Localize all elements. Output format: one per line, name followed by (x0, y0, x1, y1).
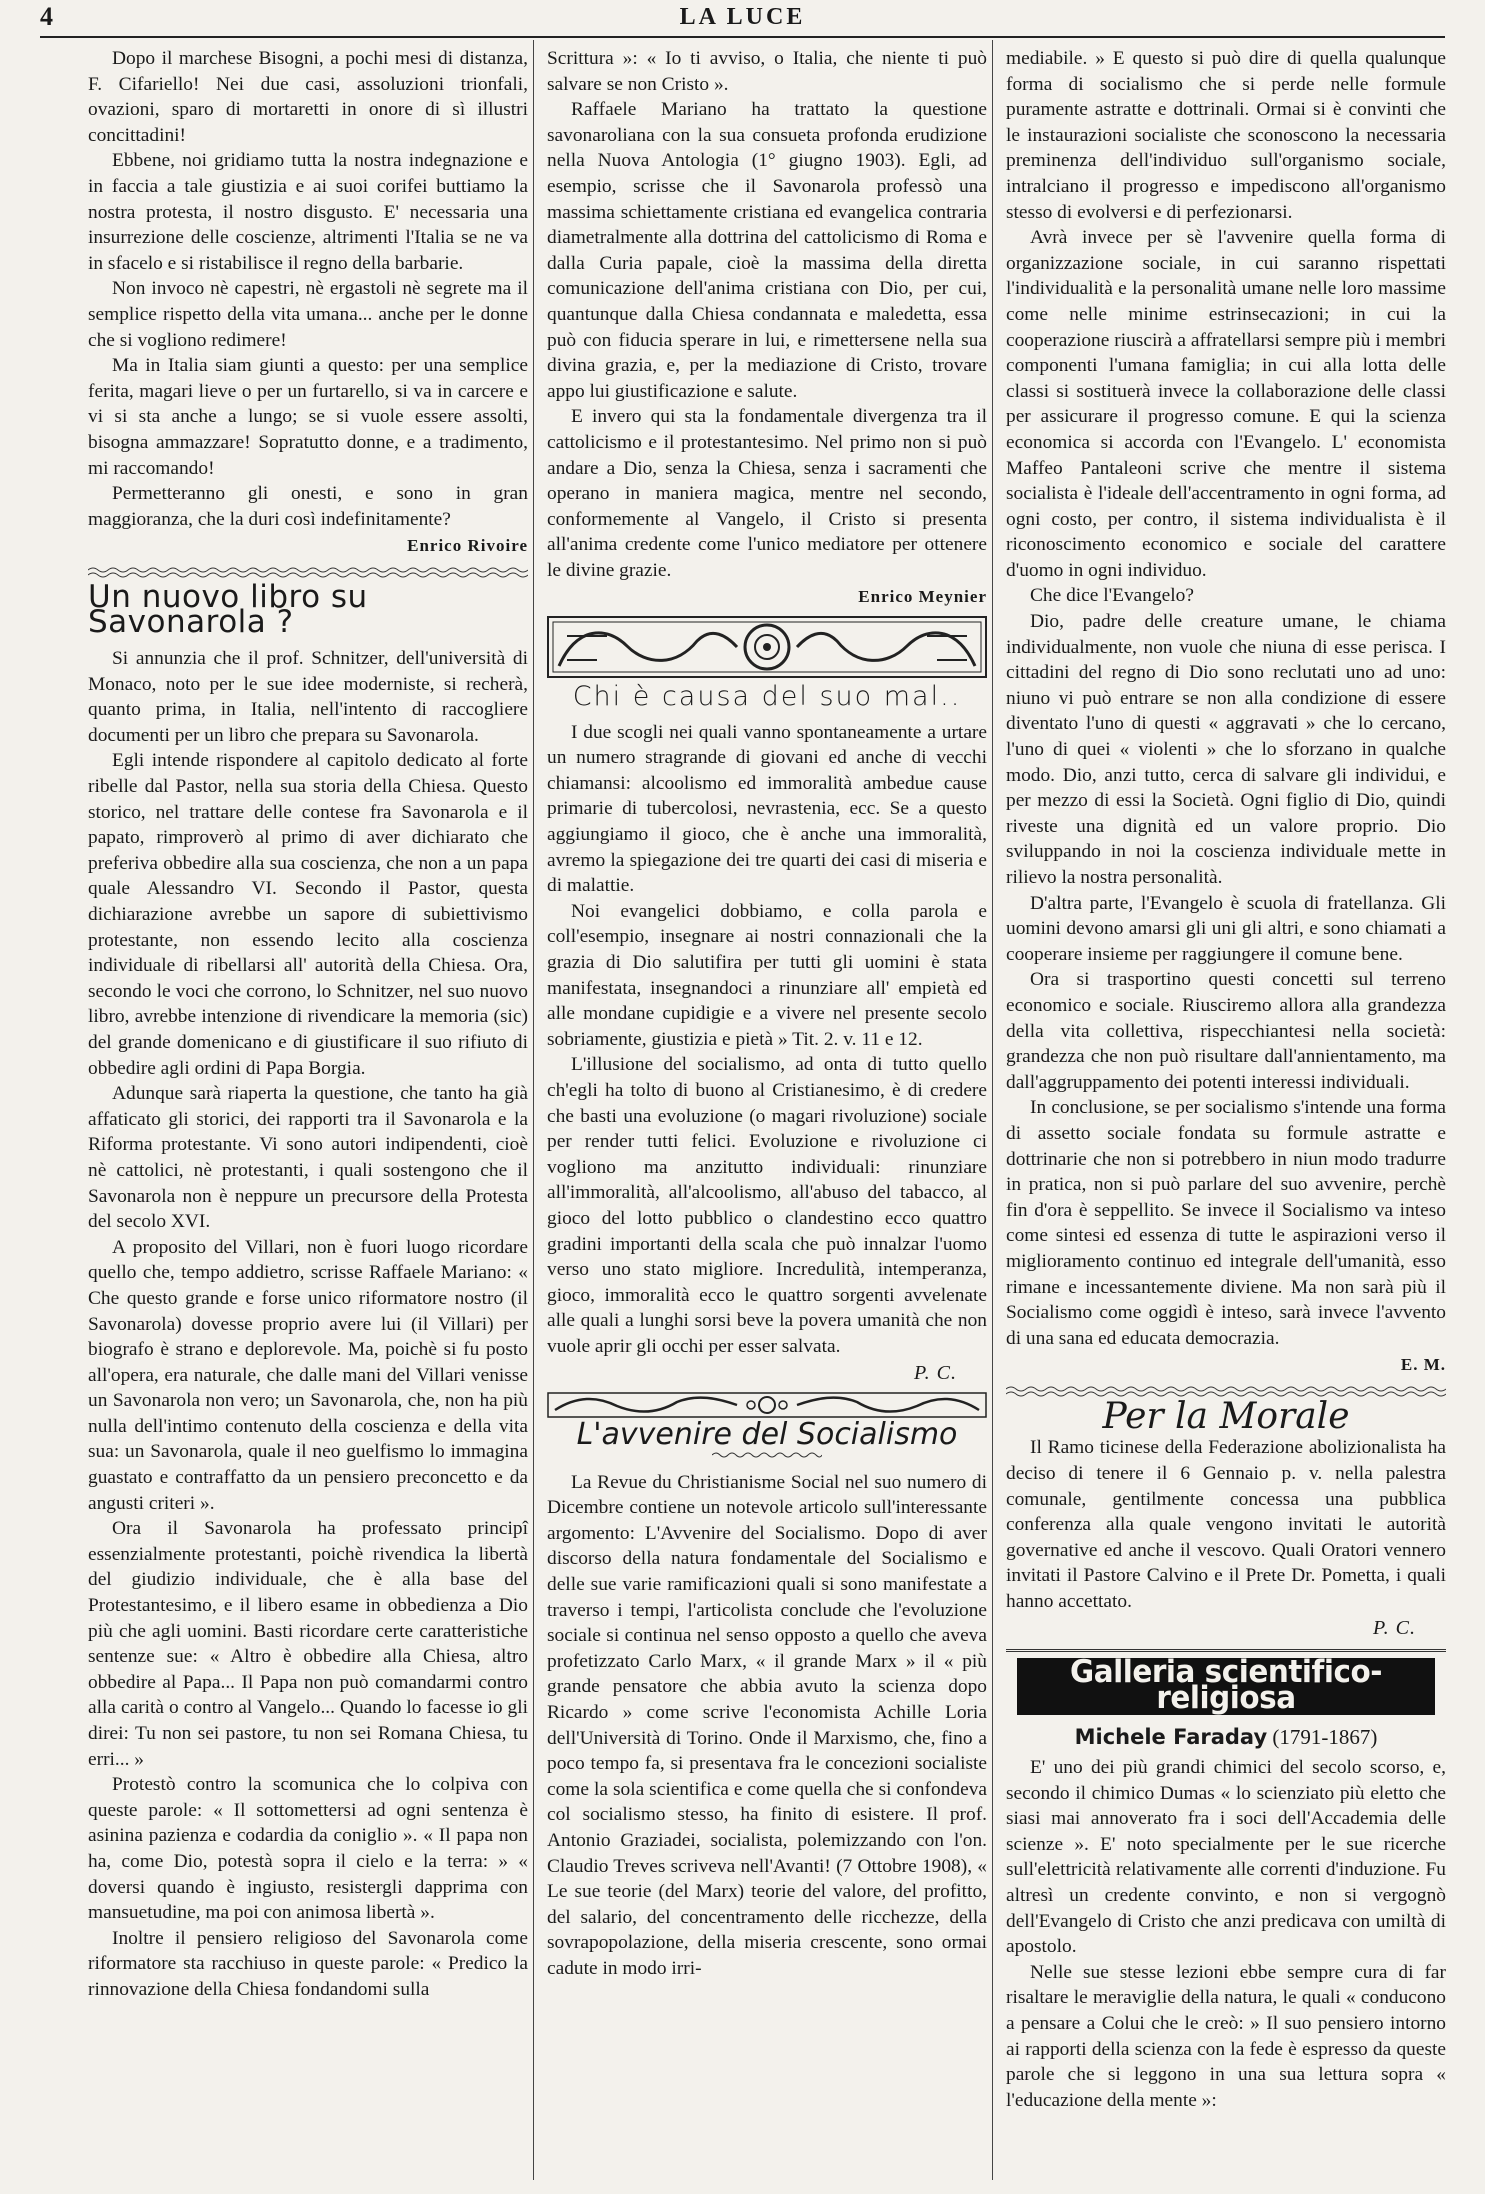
paragraph: I due scogli nei quali vanno spontaneamente a urtare un numero stragrande di giovani ed anche di vecchi chiamansi: alcoolismo ed immoralità ambedue cause primarie di tubercolosi, nevrastenia, ecc. Se a questo aggiungiamo il gioco, che è anche una immoralità, avremo la spiegazione dei tre quarti dei casi di miseria e di malattie. (547, 721, 987, 897)
ornamental-banner-icon (547, 616, 987, 678)
person-name: Michele Faraday (1074, 1725, 1268, 1750)
page-number: 4 (40, 2, 53, 31)
masthead (40, 0, 1445, 38)
paragraph: Ma in Italia siam giunti a questo: per una semplice ferita, magari lieve o per un furtarello, si va in carcere e vi si sta anche a lungo; se si vuole essere assolti, bisogna ammazzare! Sopratutto donne, e a tradimento, mi raccomando! (88, 355, 528, 479)
paragraph: Avrà invece per sè l'avvenire quella forma di organizzazione sociale, in cui saranno rispettati l'individualità e la personalità umane nelle loro massime come nelle minime estrinsecazioni; in cui la cooperazione riuscirà a affratellarsi sempre più i membri componenti l'umana famiglia; in cui alla lotta delle classi si sostituerà invece la collaborazione delle classi per assicurare il progresso comune. E qui la scienza economica si accorda con l'Evangelo. L' economista Maffeo Pantaleoni scrive che mentre il sistema socialista è l'ideale dell'accentramento in ogni forma, ad ogni costo, per contro, il sistema individualista è il riconoscimento economico e sociale del carattere d'uomo in ogni individuo. (1006, 227, 1446, 581)
paragraph: E invero qui sta la fondamentale divergenza tra il cattolicismo e il protestantesimo. Nel primo non si può andare a Dio, senza la Chiesa, senza i sacramenti che operano in maniera magica, mentre nel secondo, conformemente al Vangelo, il Cristo si presenta all'anima credente come l'unico mediatore per ottenere le divine grazie. (547, 406, 987, 581)
paragraph: Il Ramo ticinese della Federazione abolizionalista ha deciso di tenere il 6 Gennaio p. v. nella palestra comunale, gentilmente concessa una pubblica conferenza alla quale vengono invitati le autorità governative ed anche il vescovo. Quali Oratori vennero invitati il Pastore Calvino e il Prete Dr. Pometta, i quali hanno accettato. (1006, 1437, 1446, 1613)
paragraph: Egli intende rispondere al capitolo dedicato al forte ribelle dal Pastor, nella sua storia della Chiesa. Questo storico, nel trattare delle contese fra Savonarola e il papato, rimproverò al primo di aver dichiarato che preferiva obbedire alla sua coscienza, che non a un papa quale Alessandro VI. Secondo il Pastor, questa dichiarazione avrebbe un sapore di subiettivismo protestante, non essendo lecito alla coscienza individuale di ribellarsi all' autorità della Chiesa. Ora, secondo le voci che corrono, lo Schnitzer, nel suo nuovo libro, avrebbe intenzione di rivendicare la memoria (sic) del grande domenicano e di giustificare il suo rifiuto di obbedire agli ordini di Papa Borgia. (88, 750, 528, 1079)
section-heading: Chi è causa del suo mal.. (572, 681, 962, 713)
column-divider (992, 40, 993, 2180)
paragraph: Ora il Savonarola ha professato principî essenzialmente protestanti, poichè rivendica la libertà del giudizio individuale, che è alla base del Protestantesimo, e il libero esame in obbedienza a Dio più che agli uomini. Basti ricordare certe caratteristiche sentenze sue: « Altro è obbedire alla Chiesa, altro obbedire al Papa... Il Papa non può comandarmi contro alla carità o contro al Vangelo... Quando lo facesse io gli direi: Tu non sei pastore, tu non sei Romana Chiesa, tu erri... » (88, 1518, 528, 1770)
paragraph: Inoltre il pensiero religioso del Savonarola come riformatore sta racchiuso in queste parole: « Predico la rinnovazione della Chiesa fondandomi sulla (88, 1927, 528, 2000)
paragraph: La Revue du Christianisme Social nel suo numero di Dicembre contiene un notevole articolo sull'interessante argomento: L'Avvenire del Socialismo. Dopo di aver discorso della natura fondamentale del Socialismo e delle sue varie ramificazioni quali si sono manifestate a traverso i tempi, l'articolista conclude che l'evoluzione sociale si continua nel senso opposto a quello che aveva profetizzato Carlo Marx, « il grande Marx » il « più grande pensatore che abbia avuto la scienza dopo Ricardo » come scrive l'economista Achille Loria dell'Università di Torino. Onde il Marxismo, che, fino a poco tempo fa, si presentava fra le concezioni socialiste come la sola scientifica e come quella che si confondeva col socialismo stesso, ha finito di esistere. Il prof. Antonio Graziadei, socialista, polemizzando con l'on. Claudio Treves scriveva nell'Avanti! (7 Ottobre 1908), « Le sue teorie (del Marx) teorie del valore, del profitto, del salario, del concentramento delle ricchezze, della sovrapopolazione, della miseria crescente, sono ormai cadute in modo irri- (547, 1471, 987, 1979)
paragraph: Raffaele Mariano ha trattato la questione savonaroliana con la sua consueta profonda erudizione nella Nuova Antologia (1° giugno 1903). Egli, ad esempio, scrisse che il Savonarola professò una massima schiettamente cristiana ed evangelica contraria diametralmente alla dottrina del cattolicismo di Roma e dalla Curia papale, cioè la massima della diretta comunicazione dell'anima cristiana con Dio, per cui, quantunque dalla Chiesa condannata e maledetta, essa può con fiducia sperare in lui, e rimettersene nella sua divina grazia, e, per la mediazione di Cristo, trovare appo lui giustificazione e salute. (547, 99, 987, 402)
paragraph: Ebbene, noi gridiamo tutta la nostra indegnazione e in faccia a tale giustizia e ai suoi corifei buttiamo la nostra protesta, il nostro disgusto. E' necessaria una insurrezione delle coscienze, altrimenti l'Italia se ne va in sfacelo e si ristabilisce il regno della barbarie. (88, 150, 528, 274)
signature: Enrico Rivoire (407, 536, 528, 556)
paragraph: mediabile. » E questo si può dire di quella qualunque forma di socialismo che si perde nelle formule puramente astratte e dottrinali. Ormai si è convinti che le instaurazioni socialiste che sconoscono la necessaria preminenza dell'individuo sull'organismo sociale, intralciano il progresso e impediscono all'organismo stesso di evolversi e di perfezionarsi. (1006, 48, 1446, 223)
paragraph: Nelle sue stesse lezioni ebbe sempre cura di far risaltare le meraviglie della natura, le quali « conducono a pensare a Colui che le creò: » Il suo pensiero intorno ai rapporti della scienza con la fede è espresso da queste parole che si leggono in una sua lettura sopra « l'educazione della mente »: (1006, 1961, 1446, 2111)
column-2 (547, 46, 987, 1982)
paragraph: Protestò contro la scomunica che lo colpiva con queste parole: « Il sottomettersi ad ogni sentenza è asinina pazienza e codardia da coniglio ». « Il papa non ha, come Dio, potestà sopra il cielo e la terra: » « doversi quando è ingiusto, resistergli dapprima con mansuetudine, ma poi con animosa libertà ». (88, 1774, 528, 1924)
paragraph: Dio, padre delle creature umane, le chiama individualmente, non vuole che niuna di esse perisca. I cittadini del regno di Dio sono reclutati uno ad uno: niuno vi può entrare se non alla condizione di essere diventato l'uno di questi « aggravati » che lo cercano, l'uno di quei « violenti » che lo sforzano in qualche modo. Dio, anzi tutto, cerca di salvare gli individui, e per mezzo di essi la Società. Ogni figlio di Dio, quindi riveste una dignità ed un valore proprio. Dio sviluppando in noi la coscienza individuale mette in rilievo la nostra personalità. (1006, 611, 1446, 888)
section-heading: L'avvenire del Socialismo (576, 1417, 958, 1453)
paragraph: L'illusione del socialismo, ad onta di tutto quello ch'egli ha tolto di buono al Cristianesimo, è di credere che basti una evoluzione (o magari rivoluzione) sociale per render tutti felici. Evoluzione e rivoluzione ci vogliono ma anzitutto individuali: rinunziare all'immoralità, all'alcoolismo, all'abuso del tabacco, al gioco del lotto pubblico o clandestino ecco quattro gradini importanti della scala che può innalzar l'uomo verso uno stato migliore. Incredulità, intemperanza, gioco, immoralità ecco le quattro sorgenti avvelenate alle quali a lunghi sorsi beve la povera umanità che non vuole aprir gli occhi per esser salvata. (547, 1054, 987, 1357)
paragraph: Noi evangelici dobbiamo, e colla parola e coll'esempio, insegnare ai nostri connazionali che la grazia di Dio salutifira per tutti gli uomini è stata manifestata, insegnandoci a rinunziare all' empietà ed alle mondane cupidigie e a vivere nel presente secolo sobriamente, giustizia e pietà » Tit. 2. v. 11 e 12. (547, 900, 987, 1050)
newspaper-title: LA LUCE (679, 4, 806, 30)
double-rule (1006, 1649, 1446, 1652)
column-divider (533, 40, 534, 2180)
signature: Enrico Meynier (858, 587, 987, 607)
paragraph: Che dice l'Evangelo? (1030, 585, 1194, 607)
column-1 (88, 46, 528, 2003)
section-heading: Galleria scientifico-religiosa (1017, 1658, 1435, 1715)
paragraph: Permetteranno gli onesti, e sono in gran maggioranza, che la duri così indefinitamente? (88, 483, 528, 530)
signature: P. C. (914, 1361, 957, 1384)
paragraph: D'altra parte, l'Evangelo è scuola di fratellanza. Gli uomini devono amarsi gli uni gli altri, e sono chiamati a cooperare insieme per raggiungere il comune bene. (1006, 892, 1446, 965)
paragraph: Scrittura »: « Io ti avviso, o Italia, che niente ti può salvare se non Cristo ». (547, 48, 987, 95)
wavy-divider-icon (88, 565, 528, 579)
paragraph: Non invoco nè capestri, nè ergastoli nè segrete ma il semplice rispetto della vita umana... anche per le donne che si vogliono redimere! (88, 278, 528, 351)
section-heading: Un nuovo libro su Savonarola ? (88, 578, 368, 641)
paragraph: Si annunzia che il prof. Schnitzer, dell'università di Monaco, noto per le sue idee moderniste, si recherà, quanto prima, in Italia, nell'intento di raccogliere documenti per un libro che prepara su Savonarola. (88, 648, 528, 746)
signature: P. C. (1373, 1616, 1416, 1639)
paragraph: Dopo il marchese Bisogni, a pochi mesi di distanza, F. Cifariello! Nei due casi, assoluzioni trionfali, ovazioni, sparo di mortaretti in onore di sì illustri concittadini! (88, 48, 528, 146)
section-heading: Per la Morale (1102, 1395, 1350, 1437)
person-dates: (1791-1867) (1272, 1725, 1378, 1750)
column-3 (1006, 46, 1446, 2113)
biography-title (1006, 1725, 1446, 1751)
ornamental-band-icon (547, 1392, 987, 1418)
paragraph: In conclusione, se per socialismo s'intende una forma di assetto sociale fondata su formule astratte e dottrinarie che non si potrebbero in niun modo tradurre in pratica, non si può parlare del suo avvenire, perchè fin d'ora è seppellito. Se invece il Socialismo va inteso come sintesi ed essenza di tutte le aspirazioni verso il miglioramento continuo ed integrale dell'umanità, esso rimane e incessantemente diviene. Ma non sarà più il Socialismo come oggidì è inteso, sarà invece l'avvento di una sana ed educata democrazia. (1006, 1097, 1446, 1349)
signature: E. M. (1400, 1355, 1446, 1375)
paragraph: Adunque sarà riaperta la questione, che tanto ha già affaticato gli storici, dei rapporti tra il Savonarola e la Riforma protestante. Vi sono autori indipendenti, cioè nè cattolici, nè protestanti, i quali sostengono che il Savonarola non è neppure un precursore della Protesta del secolo XVI. (88, 1083, 528, 1233)
paragraph: A proposito del Villari, non è fuori luogo ricordare quello che, tempo addietro, scrisse Raffaele Mariano: « Che questo grande e forse unico riformatore nostro (il Savonarola) dovesse proprio avere lui (il Villari) per biografo è strano e deplorevole. Ma, poichè si fu posto all'opera, era naturale, che dalle mani del Villari venisse un Savonarola non vero; un Savonarola, che, non ha più nulla dell'intimo contenuto della coscienza e della vita sua: un Savonarola, quale il neo guelfismo lo immagina guastato e contraffatto da un pensiero preconcetto e da angusti criteri ». (88, 1236, 528, 1514)
paragraph: E' uno dei più grandi chimici del secolo scorso, e, secondo il chimico Dumas « lo scienziato più eletto che siasi mai annoverato fra i soci dell'Accademia delle scienze ». E' noto specialmente per le sue ricerche sull'elettricità relativamente alle correnti d'induzione. Fu altresì un credente convinto, e non si vergognò dell'Evangelo di Cristo che anzi predicava con umiltà di apostolo. (1006, 1757, 1446, 1958)
paragraph: Ora si trasportino questi concetti sul terreno economico e sociale. Riusciremo allora alla grandezza della vita collettiva, rispecchiantesi nella società: grandezza che non può risultare dall'annientamento, ma dall'aggruppamento dei potenti interessi individuali. (1006, 969, 1446, 1093)
